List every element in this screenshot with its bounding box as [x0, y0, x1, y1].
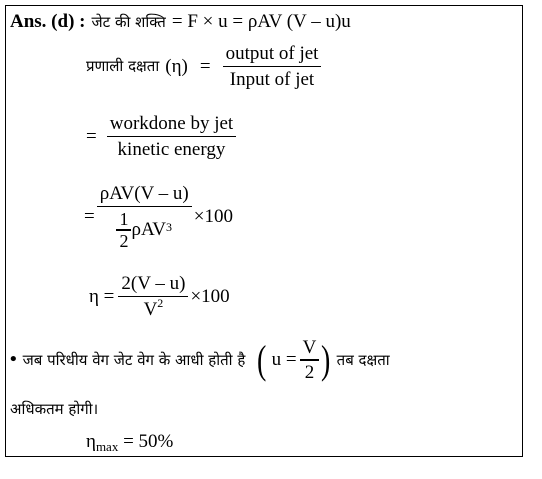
- max-efficiency-value: [86, 432, 173, 453]
- fraction-denominator: kinetic energy: [117, 139, 226, 161]
- eta-symbol: η: [86, 431, 96, 452]
- equals-sign: =: [86, 126, 97, 148]
- half-numerator: 1: [119, 209, 129, 230]
- jet-power-formula: = F × u = ρAV (V – u)u: [171, 11, 351, 32]
- denominator-base: V: [143, 299, 158, 321]
- efficiency-definition: [86, 44, 321, 89]
- right-paren: ): [321, 336, 331, 382]
- answer-line: [10, 12, 351, 31]
- efficiency-expanded: [84, 184, 233, 250]
- condition-formula: [255, 338, 332, 381]
- multiplier: ×100: [193, 206, 233, 228]
- half-denominator: 2: [119, 230, 129, 251]
- fraction-denominator: Input of jet: [229, 69, 315, 91]
- max-efficiency-text: अधिकतम होगी।: [10, 400, 99, 418]
- fraction-numerator: ρAV(V – u): [99, 183, 189, 204]
- equals-sign: =: [84, 206, 95, 228]
- denominator-exponent: 2: [157, 296, 164, 311]
- denominator-term: ρAV: [131, 219, 166, 241]
- fraction-denominator: 2: [304, 361, 315, 383]
- eta-symbol: (η): [165, 56, 188, 78]
- efficiency-work-ratio: [86, 114, 236, 159]
- fraction-numerator: V: [302, 337, 317, 359]
- u-equals: u =: [271, 349, 297, 371]
- efficiency-simplified: [89, 274, 230, 319]
- eta-equals: η =: [89, 286, 115, 308]
- fraction-numerator: workdone by jet: [109, 113, 234, 134]
- fraction-numerator: 2(V – u): [121, 273, 186, 294]
- fraction-numerator: output of jet: [225, 43, 319, 64]
- max-subscript: max: [95, 439, 119, 454]
- equals-sign: =: [199, 56, 211, 78]
- condition-line: [8, 334, 390, 386]
- bullet: •: [8, 349, 19, 370]
- multiplier: ×100: [190, 286, 230, 308]
- denominator-exponent: 3: [165, 219, 172, 234]
- jet-power-label: जेट की शक्ति: [91, 13, 166, 31]
- condition-result-text: तब दक्षता: [336, 350, 390, 369]
- efficiency-value: = 50%: [123, 431, 174, 452]
- condition-text: जब परिधीय वेग जेट वेग के आधी होती है: [22, 350, 246, 369]
- left-paren: (: [257, 336, 267, 382]
- system-efficiency-label: प्रणाली दक्षता: [86, 57, 160, 76]
- answer-label: Ans. (d) :: [10, 11, 86, 32]
